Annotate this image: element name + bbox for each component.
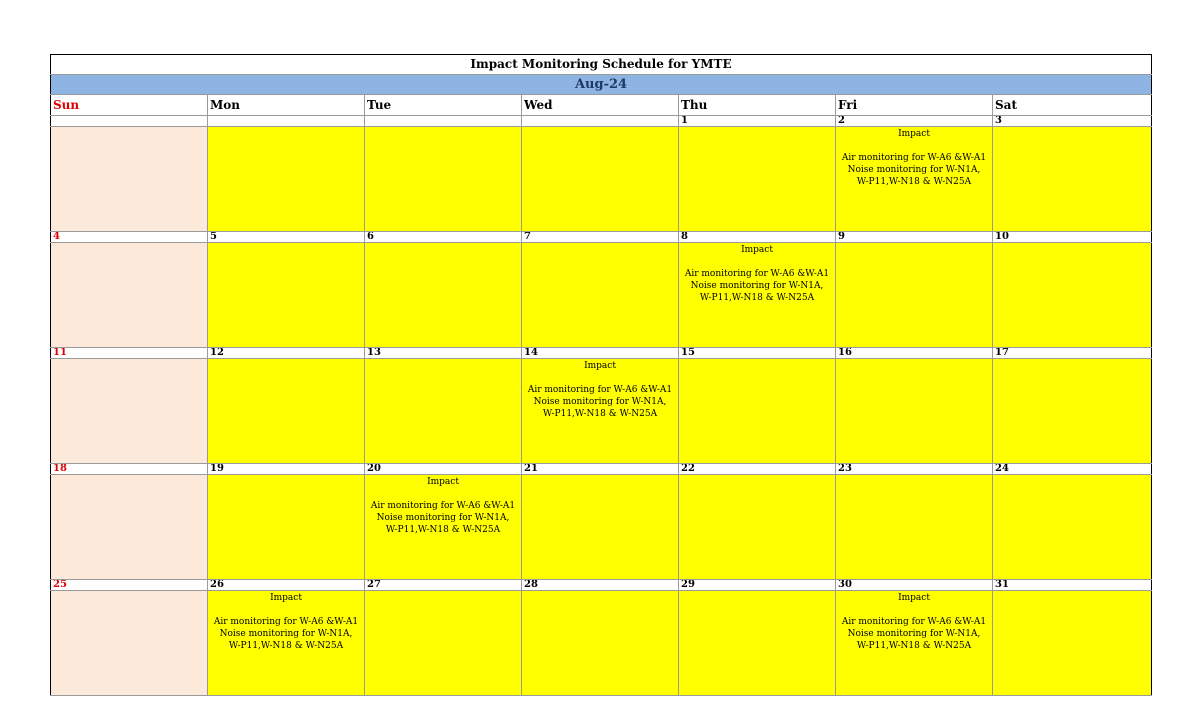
event-noise-monitoring: Noise monitoring for W-N1A, <box>847 629 981 639</box>
day-cell <box>208 127 365 232</box>
event-spacer <box>679 256 835 268</box>
day-number: 18 <box>51 464 208 475</box>
day-cell <box>679 475 836 580</box>
day-number <box>365 116 522 127</box>
week-date-row <box>51 464 1152 475</box>
day-cell <box>679 127 836 232</box>
day-number: 9 <box>836 232 993 243</box>
day-number: 12 <box>208 348 365 359</box>
dow-sat: Sat <box>993 95 1152 116</box>
event-block <box>836 127 992 188</box>
event-block <box>522 359 678 420</box>
day-cell <box>836 243 993 348</box>
day-cell <box>208 475 365 580</box>
day-cell <box>836 359 993 464</box>
week-body-row <box>51 591 1152 696</box>
schedule-sheet <box>50 54 1151 696</box>
event-label: Impact <box>270 593 302 603</box>
dow-tue: Tue <box>365 95 522 116</box>
day-number <box>208 116 365 127</box>
day-number: 22 <box>679 464 836 475</box>
month-header: Aug-24 <box>51 75 1152 95</box>
event-spacer <box>836 604 992 616</box>
event-block <box>836 591 992 652</box>
day-number: 6 <box>365 232 522 243</box>
day-cell <box>365 243 522 348</box>
day-cell <box>836 475 993 580</box>
event-spacer <box>208 604 364 616</box>
day-cell <box>993 359 1152 464</box>
day-cell <box>51 591 208 696</box>
day-cell <box>993 127 1152 232</box>
day-number: 14 <box>522 348 679 359</box>
day-number: 21 <box>522 464 679 475</box>
event-label: Impact <box>898 129 930 139</box>
event-noise-monitoring: Noise monitoring for W-N1A, <box>533 397 667 407</box>
event-block <box>208 591 364 652</box>
day-cell <box>993 243 1152 348</box>
dow-thu: Thu <box>679 95 836 116</box>
day-cell <box>836 127 993 232</box>
day-cell <box>522 243 679 348</box>
day-number: 26 <box>208 580 365 591</box>
calendar-table <box>50 54 1152 696</box>
event-noise-monitoring: Noise monitoring for W-N1A, <box>690 281 824 291</box>
event-air-monitoring: Air monitoring for W-A6 &W-A1 <box>841 617 987 627</box>
day-cell <box>522 591 679 696</box>
event-noise-stations: W-P11,W-N18 & W-N25A <box>542 409 658 419</box>
event-noise-monitoring: Noise monitoring for W-N1A, <box>219 629 353 639</box>
dow-fri: Fri <box>836 95 993 116</box>
event-spacer <box>836 140 992 152</box>
day-cell <box>365 591 522 696</box>
day-number: 1 <box>679 116 836 127</box>
day-cell <box>993 475 1152 580</box>
day-cell <box>365 475 522 580</box>
week-body-row <box>51 243 1152 348</box>
day-cell <box>208 591 365 696</box>
event-noise-stations: W-P11,W-N18 & W-N25A <box>385 525 501 535</box>
day-cell <box>522 359 679 464</box>
day-cell <box>679 591 836 696</box>
day-number: 17 <box>993 348 1152 359</box>
event-label: Impact <box>584 361 616 371</box>
day-number: 24 <box>993 464 1152 475</box>
day-number: 25 <box>51 580 208 591</box>
day-number: 16 <box>836 348 993 359</box>
day-number: 3 <box>993 116 1152 127</box>
event-noise-stations: W-P11,W-N18 & W-N25A <box>856 641 972 651</box>
day-cell <box>679 243 836 348</box>
day-number: 2 <box>836 116 993 127</box>
event-noise-stations: W-P11,W-N18 & W-N25A <box>228 641 344 651</box>
week-date-row <box>51 580 1152 591</box>
week-body-row <box>51 359 1152 464</box>
day-number: 23 <box>836 464 993 475</box>
day-number: 28 <box>522 580 679 591</box>
day-cell <box>208 359 365 464</box>
dow-wed: Wed <box>522 95 679 116</box>
event-label: Impact <box>741 245 773 255</box>
day-number: 7 <box>522 232 679 243</box>
day-cell <box>679 359 836 464</box>
day-number: 5 <box>208 232 365 243</box>
week-date-row <box>51 232 1152 243</box>
day-number: 27 <box>365 580 522 591</box>
day-number: 20 <box>365 464 522 475</box>
day-cell <box>365 127 522 232</box>
day-number: 31 <box>993 580 1152 591</box>
event-noise-monitoring: Noise monitoring for W-N1A, <box>376 513 510 523</box>
week-body-row <box>51 127 1152 232</box>
event-air-monitoring: Air monitoring for W-A6 &W-A1 <box>527 385 673 395</box>
week-body-row <box>51 475 1152 580</box>
event-spacer <box>522 372 678 384</box>
sheet-title: Impact Monitoring Schedule for YMTE <box>51 55 1152 75</box>
day-cell <box>993 591 1152 696</box>
week-date-row <box>51 348 1152 359</box>
day-number: 19 <box>208 464 365 475</box>
day-cell <box>51 243 208 348</box>
event-noise-stations: W-P11,W-N18 & W-N25A <box>856 177 972 187</box>
day-cell <box>51 359 208 464</box>
event-block <box>679 243 835 304</box>
event-air-monitoring: Air monitoring for W-A6 &W-A1 <box>213 617 359 627</box>
day-number <box>51 116 208 127</box>
day-number: 30 <box>836 580 993 591</box>
day-cell <box>51 127 208 232</box>
day-of-week-row <box>51 95 1152 116</box>
day-number: 4 <box>51 232 208 243</box>
event-block <box>365 475 521 536</box>
dow-mon: Mon <box>208 95 365 116</box>
event-air-monitoring: Air monitoring for W-A6 &W-A1 <box>370 501 516 511</box>
day-number: 29 <box>679 580 836 591</box>
dow-sun: Sun <box>51 95 208 116</box>
event-noise-stations: W-P11,W-N18 & W-N25A <box>699 293 815 303</box>
day-cell <box>208 243 365 348</box>
day-number: 15 <box>679 348 836 359</box>
day-number: 8 <box>679 232 836 243</box>
day-number: 10 <box>993 232 1152 243</box>
day-cell <box>836 591 993 696</box>
day-number: 13 <box>365 348 522 359</box>
event-label: Impact <box>898 593 930 603</box>
day-number <box>522 116 679 127</box>
day-cell <box>522 127 679 232</box>
event-noise-monitoring: Noise monitoring for W-N1A, <box>847 165 981 175</box>
day-cell <box>365 359 522 464</box>
day-number: 11 <box>51 348 208 359</box>
day-cell <box>51 475 208 580</box>
week-date-row <box>51 116 1152 127</box>
event-air-monitoring: Air monitoring for W-A6 &W-A1 <box>684 269 830 279</box>
event-label: Impact <box>427 477 459 487</box>
event-spacer <box>365 488 521 500</box>
event-air-monitoring: Air monitoring for W-A6 &W-A1 <box>841 153 987 163</box>
day-cell <box>522 475 679 580</box>
